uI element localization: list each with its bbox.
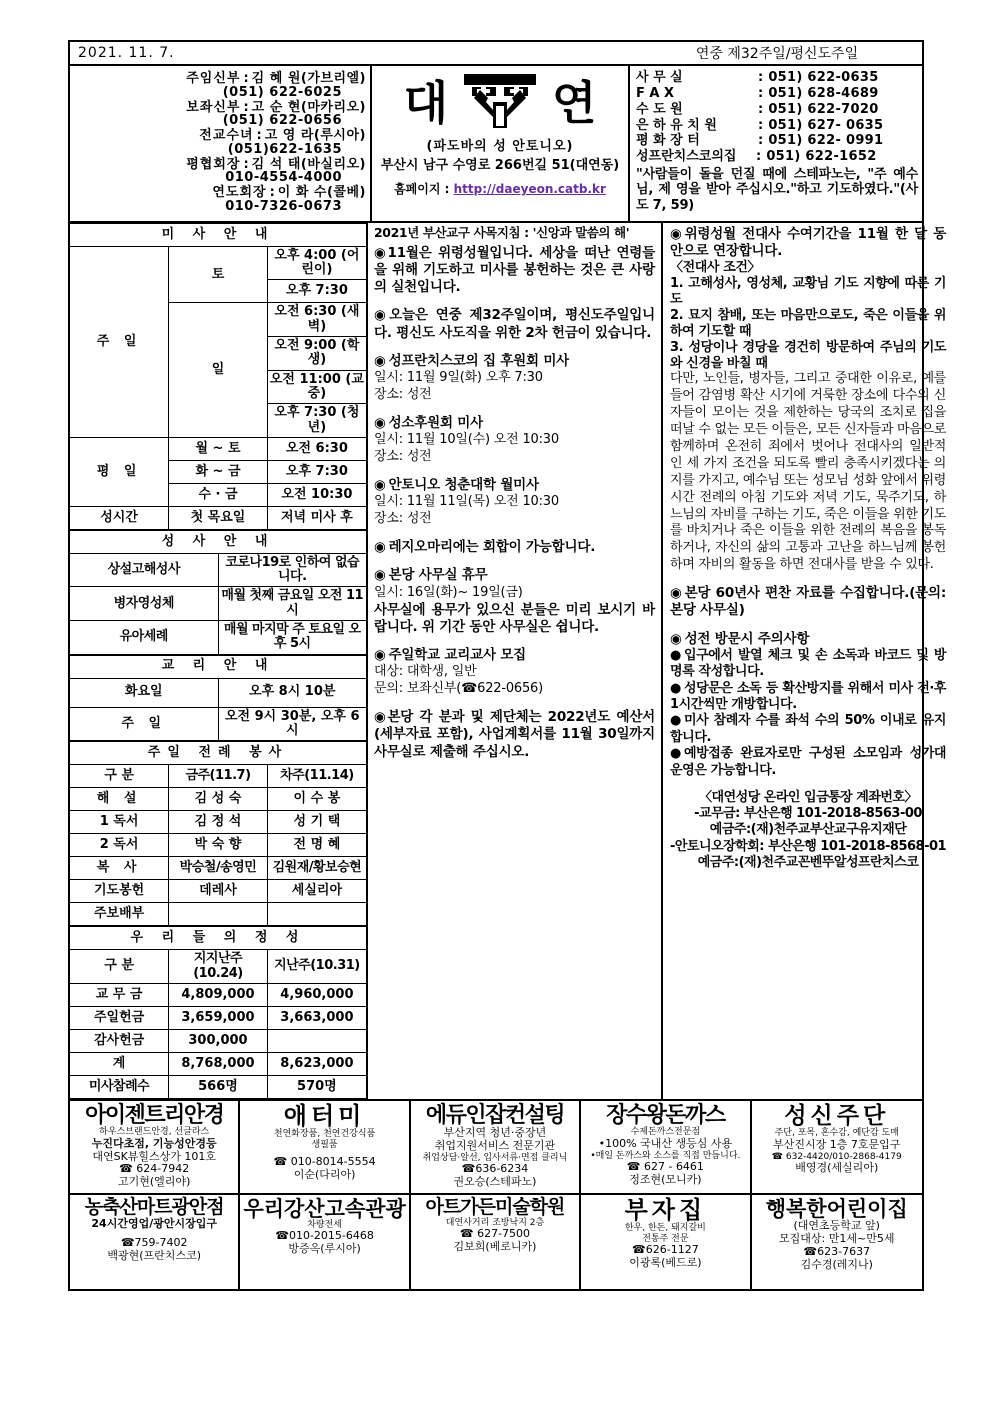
church-identity (370, 66, 630, 221)
service-next-week: 전 명 혜 (267, 834, 366, 857)
bullet-dot-icon: ◉ (374, 567, 386, 584)
column-header: 차주(11.14) (267, 765, 366, 788)
bank-account-line: 예금주:(재)천주교꼰벤뚜알성프란치스코 (697, 854, 919, 870)
table-row (70, 903, 366, 926)
bullet-dot-icon: ◉ (374, 415, 386, 432)
announcement-title: ◉ 성소후원회 미사 (374, 415, 483, 432)
service-this-week (169, 903, 268, 926)
staff-role: 보좌신부 (186, 99, 241, 115)
staff-phone: 010-4554-4000 (225, 170, 342, 186)
mass-group-label: 주 일 (70, 246, 169, 437)
ad-phone: ☎ 627 - 6461 (626, 1160, 704, 1174)
ad-card[interactable] (752, 1195, 922, 1289)
ad-phone: ☎636-6234 (461, 1162, 529, 1176)
homepage-label: 홈페이지 : (394, 182, 450, 196)
announcement-body: 사무실에 용무가 있으신 분들은 미리 보시기 바랍니다. 위 기간 동안 사무실은 쉽니다. (374, 601, 655, 635)
service-this-week: 박 숙 향 (169, 834, 268, 857)
service-this-week: 박승철/송영민 (169, 857, 268, 880)
table-row (70, 811, 366, 834)
bullet-dot-icon: ◉ (374, 352, 386, 369)
indulgence-notice (670, 226, 946, 574)
colon: : (243, 156, 249, 172)
mass-day: 토 (169, 246, 268, 303)
offering-amount-prev1: 570명 (267, 1075, 366, 1098)
announcement-title: ◉ 주일학교 교리교사 모집 (374, 647, 527, 664)
contact-row (636, 118, 918, 134)
ad-line: •100% 국내산 생등심 사용 (598, 1136, 733, 1150)
holy-hour-time: 저녁 미사 후 (267, 506, 366, 529)
ad-phone: ☎ 010-8014-5554 (273, 1155, 376, 1169)
column-header: 구 분 (70, 950, 169, 984)
service-next-week: 이 수 봉 (267, 788, 366, 811)
liturgy-service-table (70, 741, 366, 926)
column-header: 금주(11.7) (169, 765, 268, 788)
table-row (70, 788, 366, 811)
ad-business-name: 에듀인잡컨설팅 (425, 1102, 565, 1128)
mass-day: 화 ~ 금 (169, 460, 268, 483)
mass-time: 오전 10:30 (267, 483, 366, 506)
staff-name: 김 혜 원(가브리엘) (251, 71, 366, 86)
indulgence-condition: 1. 고해성사, 영성체, 교황님 기도 지향에 따른 기도 (670, 276, 947, 308)
ad-line: 수제돈까스전문점 (630, 1126, 701, 1137)
announcement-where: 장소: 성전 (374, 511, 432, 527)
mass-time: 오전 6:30 (267, 437, 366, 460)
contact-list (630, 66, 922, 221)
table-row (70, 834, 366, 857)
announcement-body: ◉본당 각 분과 및 제단체는 2022년도 예산서(세부자료 포함), 사업계획서를 11월 30일까지 사무실로 제출해 주십시오. (374, 709, 655, 760)
schedule-column (70, 223, 368, 1099)
indulgence-headline: ◉ 위령성월 전대사 수여기간을 11월 한 달 동안으로 연장합니다. (670, 225, 947, 260)
ad-contact-person: 이광록(베드로) (629, 1256, 702, 1270)
ad-business-name: 아이젠트리안경 (85, 1102, 224, 1128)
offering-amount-prev2: 3,659,000 (169, 1006, 268, 1029)
staff-role: 연도회장 (212, 185, 267, 201)
church-address: 부산시 남구 수영로 266번길 51(대연동) (380, 158, 620, 173)
ad-line: 주단, 포목, 혼수감, 예단감 도매 (774, 1127, 899, 1138)
contact-label: 수 도 원 (636, 101, 683, 117)
offering-type: 계 (70, 1052, 169, 1075)
mass-day: 수 · 금 (169, 483, 268, 506)
bank-account-title: 〈대연성당 온라인 입금통장 계좌번호〉 (699, 789, 917, 805)
homepage-link[interactable]: http://daeyeon.catb.kr (453, 182, 606, 196)
table-row (70, 1052, 366, 1075)
body-columns (70, 223, 947, 1101)
offering-amount-prev1 (267, 1029, 366, 1052)
bullet-dot-icon: ◉ (374, 647, 386, 664)
catechism-info-table (70, 655, 366, 742)
announcement-item (374, 567, 655, 636)
patron-saint: (파도바의 성 안토니오) (426, 139, 574, 154)
pastoral-guideline: 2021년 부산교구 사목지침 : '신앙과 말씀의 해' (374, 224, 630, 240)
ad-contact-person: 백광현(프란치스코) (107, 1248, 201, 1262)
contact-label: 사 무 실 (636, 70, 683, 85)
ad-line: •매일 돈까스와 소스를 직접 만듭니다. (590, 1150, 741, 1161)
offerings-title: 우 리 들 의 정 성 (70, 927, 366, 950)
ad-line: (대연초등학교 앞) (793, 1218, 880, 1232)
homepage-line (376, 180, 624, 197)
sacrament-value: 매월 마지막 주 토요일 오후 5시 (218, 621, 366, 655)
ad-card[interactable] (70, 1195, 240, 1289)
ad-line: 모집대상: 만1세~만5세 (779, 1231, 895, 1245)
table-row (70, 1006, 366, 1029)
ad-phone: ☎ 627-7500 (459, 1227, 531, 1241)
service-role: 주보배부 (70, 903, 169, 926)
ad-contact-person: 권오승(스테파노) (453, 1175, 537, 1189)
ad-line: 24시간영업/광안시장입구 (91, 1216, 217, 1230)
colon: : (256, 128, 262, 144)
ad-contact-person: 김수경(레지나) (800, 1257, 873, 1271)
logo-char-dae: 대 (403, 76, 448, 130)
visit-rule-item: ● 예방접종 완료자로만 구성된 소모임과 성가대 운영은 가능합니다. (670, 746, 947, 778)
staff-row (70, 72, 366, 86)
ad-contact-person: 고기현(엘리야) (118, 1175, 191, 1189)
mass-time: 오후 4:00 (어린이) (267, 246, 366, 280)
bullet-dot-icon: ◉ (670, 585, 682, 602)
sunday-title: 연중 제32주일/평신도주일 (695, 46, 859, 62)
liturgy-service-title: 주일 전례 봉사 (70, 742, 366, 765)
ad-phone: ☎623-7637 (803, 1244, 871, 1258)
bank-account-line: -안토니오장학회: 부산은행 101-2018-8568-01 (670, 838, 947, 854)
staff-row (70, 101, 366, 115)
announcement-item (374, 307, 655, 342)
announcement-item (374, 647, 655, 698)
contact-value: : 051) 627- 0635 (758, 117, 884, 133)
bullet-dot-icon: ◉ (374, 477, 386, 494)
announcement-item (374, 709, 655, 761)
masthead (70, 66, 922, 223)
sacrament-info-title: 성 사 안 내 (70, 530, 366, 553)
sacrament-info-table (70, 530, 366, 655)
scripture-verse: "사람들이 돌을 던질 때에 스테파노는, "주 예수님, 제 영을 받아 주십시오."하고 기도하였다."(사도 7, 59) (636, 167, 918, 213)
staff-name: 고 영 라(루시아) (264, 128, 366, 144)
contact-value: : 051) 622-1652 (756, 149, 877, 165)
bulletin-frame (68, 40, 947, 1291)
staff-role: 평협회장 (186, 156, 241, 172)
contact-value: : 051) 622- 0991 (758, 133, 884, 149)
ad-line: 부산지역 청년·중장년 (443, 1125, 547, 1139)
contact-value: : 051) 622-7020 (758, 101, 879, 117)
ad-phone: ☎ 632-4420/010-2868-4179 (771, 1151, 902, 1162)
colon: : (243, 71, 249, 86)
offering-type: 감사헌금 (70, 1029, 169, 1052)
indulgence-note: 다만, 노인들, 병자들, 그리고 중대한 이유로, 예를 들어 감염병 확산 시기에 거룩한 장소에 다수의 신자들이 모이는 것을 제한하는 당국의 조치로 집을 떠날 수 없는 모든 이들은, 모든 신자들과 마음으로 함께하며 온전히 죄에서 벗어나 전대사의 일반적인 세 가지 조건을 되도록 빨리 충족시키겠다는 의지를 가지고, 예수님 또는 성모님 성화 앞에서 위령 시간 전례의 아침 기도와 저녁 기도, 묵주기도, 하느님의 자비를 구하는 기도, 죽은 이들을 위한 기도를 바치거나 죽은 이들을 위한 전례의 복음을 봉독하거나, 자신의 삶의 고통과 고난을 하느님께 봉헌하며 자비의 활동을 하면 전대사를 받을 수 있다. (670, 371, 947, 573)
announcement-item (374, 415, 655, 466)
bullet-small-icon: ● (670, 647, 681, 663)
table-row (70, 880, 366, 903)
catechism-label: 주 일 (70, 707, 218, 741)
top-bar (70, 42, 922, 66)
ad-line: 차량전세 (307, 1219, 342, 1230)
announcement-title: ◉ 본당 사무실 휴무 (374, 567, 488, 584)
ad-contact-person: 방증옥(루시아) (288, 1242, 361, 1256)
staff-name: 이 화 수(콜베) (277, 185, 366, 201)
visit-rules (670, 631, 946, 779)
offering-amount-prev2: 300,000 (169, 1029, 268, 1052)
ad-line: 대연사거리 조방낙지 2층 (445, 1217, 545, 1228)
mass-info-title: 미 사 안 내 (70, 223, 366, 246)
service-role: 1 독서 (70, 811, 169, 834)
mass-day: 일 (169, 303, 268, 437)
ad-line: 전통주 전문 (642, 1233, 689, 1244)
announcement-where: 장소: 성전 (374, 387, 432, 403)
table-row (70, 857, 366, 880)
notices-column (663, 223, 952, 1099)
ad-phone: ☎759-7402 (120, 1235, 188, 1249)
staff-row (70, 129, 366, 143)
service-next-week (267, 903, 366, 926)
staff-name: 고 순 현(마카리오) (251, 99, 366, 115)
contact-label: F A X (636, 85, 675, 101)
colon: : (269, 185, 275, 201)
announcement-when: 일시: 16일(화)~ 19일(금) (374, 584, 523, 600)
ad-contact-person: 정조현(모니카) (629, 1173, 702, 1187)
catechism-label: 화요일 (70, 678, 218, 707)
visit-rule-item: ● 입구에서 발열 체크 및 손 소독과 바코드 및 방명록 작성합니다. (670, 647, 947, 680)
service-this-week: 김 정 석 (169, 811, 268, 834)
contact-row (636, 70, 918, 86)
ad-card[interactable] (411, 1101, 581, 1195)
mass-time: 오전 9:00 (학생) (267, 337, 366, 371)
mass-info-table (70, 223, 366, 530)
indulgence-condition: 2. 묘지 참배, 또는 마음만으로도, 죽은 이들을 위하여 기도할 때 (670, 308, 947, 339)
visit-rule-item: ● 성당문은 소독 등 확산방지를 위해서 미사 전·후 1시간씩만 개방합니다. (670, 680, 947, 713)
bullet-dot-icon: ◉ (374, 307, 390, 324)
offering-amount-prev2: 4,809,000 (169, 983, 268, 1006)
contact-row (636, 133, 918, 149)
announcement-item (374, 353, 655, 404)
advertisement-grid (70, 1101, 922, 1289)
holy-hour-day: 첫 목요일 (169, 506, 268, 529)
bullet-dot-icon: ◉ (374, 709, 388, 726)
announcement-title: ◉ 안토니오 청춘대학 월미사 (374, 477, 539, 494)
bank-account-block (670, 790, 946, 871)
service-role: 기도봉헌 (70, 880, 169, 903)
ad-contact-person: 이순(다리아) (293, 1168, 356, 1182)
ad-phone: ☎626-1127 (632, 1243, 699, 1257)
service-role: 해 설 (70, 788, 169, 811)
service-this-week: 김 성 숙 (169, 788, 268, 811)
table-row (70, 1029, 366, 1052)
ad-phone: ☎010-2015-6468 (275, 1229, 374, 1243)
catechism-value: 오전 9시 30분, 오후 6시 (218, 707, 366, 741)
staff-phone: (051) 622-0656 (222, 113, 342, 129)
offering-amount-prev1: 4,960,000 (267, 983, 366, 1006)
staff-role: 주임신부 (186, 71, 241, 86)
ad-line: 부산진시장 1층 7호문입구 (773, 1137, 901, 1151)
ad-line: 대연SK뷰힐스상가 101호 (92, 1149, 217, 1163)
ad-card[interactable] (581, 1101, 751, 1195)
ad-business-name: 장수왕돈까스 (606, 1102, 725, 1128)
indulgence-conditions-title: 〈전대사 조건〉 (670, 260, 761, 276)
offering-amount-prev1: 8,623,000 (267, 1052, 366, 1075)
staff-name: 김 석 태(바실리오) (251, 156, 366, 172)
staff-phone: 010-7326-0673 (225, 198, 342, 214)
ad-card[interactable] (70, 1101, 240, 1195)
sacrament-value: 매월 첫째 금요일 오전 11시 (218, 587, 366, 621)
bullet-small-icon: ● (670, 746, 681, 762)
holy-hour-label: 성시간 (70, 506, 169, 529)
offering-type: 미사참례수 (70, 1075, 169, 1098)
ad-business-name: 성신주단 (784, 1102, 890, 1129)
ad-business-name: 부자집 (624, 1195, 707, 1224)
ad-line: 취업지원서비스 전문기관 (434, 1138, 556, 1152)
staff-phone: (051)622-1635 (227, 141, 342, 157)
staff-role: 전교수녀 (199, 128, 254, 144)
mass-day: 월 ~ 토 (169, 437, 268, 460)
ad-line: 하우스브랜드안경, 선글라스 (99, 1126, 210, 1137)
church-logo (376, 72, 624, 134)
ad-line: 천연화장품, 천연건강식품 (273, 1129, 376, 1140)
service-next-week: 성 기 택 (267, 811, 366, 834)
contact-row (636, 149, 918, 165)
logo-char-yeon: 연 (552, 76, 597, 130)
ad-card[interactable] (240, 1195, 410, 1289)
column-header: 구 분 (70, 765, 169, 788)
offering-amount-prev2: 8,768,000 (169, 1052, 268, 1075)
announcement-body: ◉오늘은 연중 제32주일이며, 평신도주일입니다. 평신도 사도직을 위한 2차 헌금이 있습니다. (374, 307, 655, 341)
announcement-body: ◉11월은 위령성월입니다. 세상을 떠난 연령들을 위해 기도하고 미사를 봉헌하는 것은 큰 사랑의 실천입니다. (374, 244, 655, 296)
service-role: 2 독서 (70, 834, 169, 857)
announcement-when: 일시: 11월 11일(목) 오전 10:30 (374, 494, 559, 510)
bank-account-line: 예금주:(재)천주교부산교구유지재단 (709, 822, 907, 838)
ad-business-name: 아트가든미술학원 (425, 1195, 565, 1218)
ad-phone: ☎ 624-7942 (119, 1162, 190, 1176)
announcement-title: ◉ 성프란치스코의 집 후원회 미사 (374, 352, 570, 369)
bullet-dot-icon: ◉ (374, 539, 386, 556)
contact-label: 성프란치스코의집 (636, 149, 737, 165)
sacrament-label: 유아세례 (70, 621, 218, 655)
bullet-dot-icon: ◉ (670, 225, 682, 242)
offering-amount-prev1: 3,663,000 (267, 1006, 366, 1029)
ad-card[interactable] (581, 1195, 751, 1289)
history-text: ◉ 본당 60년사 편찬 자료를 수집합니다.(문의: 본당 사무실) (670, 585, 947, 619)
sacrament-value: 코로나19로 인하여 없습니다. (218, 553, 366, 587)
announcement-item (374, 477, 655, 528)
colon: : (243, 99, 249, 115)
table-row (70, 1075, 366, 1098)
offering-type: 주일헌금 (70, 1006, 169, 1029)
table-row (70, 983, 366, 1006)
bank-account-line: -교무금: 부산은행 101-2018-8563-00 (694, 806, 922, 822)
ad-card[interactable] (240, 1101, 410, 1195)
bullet-small-icon: ● (670, 713, 681, 729)
staff-row (70, 158, 366, 172)
announcement-when: 일시: 11월 9일(화) 오후 7:30 (374, 370, 543, 386)
service-this-week: 데레사 (169, 880, 268, 903)
bullet-dot-icon: ◉ (374, 244, 388, 261)
contact-row (636, 86, 918, 102)
mass-time: 오후 7:30 (267, 280, 366, 303)
ad-business-name: 농축산마트광안점 (84, 1195, 224, 1218)
announcement-item (374, 539, 655, 556)
sacrament-label: 병자영성체 (70, 587, 218, 621)
announcement-target: 대상: 대학생, 일반 (374, 664, 477, 680)
announcement-inquiry: 문의: 보좌신부(☎622-0656) (374, 681, 543, 697)
announcement-title: ◉ 레지오마리에는 회합이 가능합니다. (374, 539, 596, 556)
offering-type: 교 무 금 (70, 983, 169, 1006)
bulletin-date: 2021. 11. 7. (78, 45, 175, 61)
catechism-info-title: 교 리 안 내 (70, 655, 366, 678)
indulgence-condition: 3. 성당이나 경당을 경건히 방문하여 주님의 기도와 신경을 바칠 때 (670, 339, 947, 371)
staff-list (70, 66, 370, 221)
ad-contact-person: 김보희(베로니카) (453, 1240, 537, 1254)
mass-time: 오후 7:30 (267, 460, 366, 483)
contact-label: 평 화 장 터 (636, 133, 700, 149)
staff-row (70, 186, 366, 200)
top-bar-spacer (404, 42, 632, 64)
cross-emblem-icon (452, 72, 548, 134)
mass-group-label: 평 일 (70, 437, 169, 506)
announcements-column (368, 223, 663, 1099)
mass-time: 오후 7:30 (청년) (267, 404, 366, 438)
column-header: 지지난주(10.24) (169, 950, 268, 984)
contact-row (636, 102, 918, 118)
ad-card[interactable] (752, 1101, 922, 1195)
ad-card[interactable] (411, 1195, 581, 1289)
offering-amount-prev2: 566명 (169, 1075, 268, 1098)
sacrament-label: 상설고해성사 (70, 553, 218, 587)
ad-business-name: 애터미 (283, 1101, 366, 1130)
bullet-small-icon: ● (670, 680, 681, 696)
column-header: 지난주(10.31) (267, 950, 366, 984)
announcement-item (374, 245, 655, 297)
ad-line: 취업상담·알선, 입사서류·면접 클리닉 (422, 1152, 568, 1163)
contact-value: : 051) 622-0635 (758, 70, 879, 85)
visit-rule-item: ● 미사 참례자 수를 좌석 수의 50% 이내로 유지합니다. (670, 713, 947, 745)
offerings-table (70, 926, 366, 1099)
ad-business-name: 행복한어린이집 (765, 1196, 908, 1221)
mass-time: 오전 11:00 (교중) (267, 370, 366, 404)
visit-rules-title: ◉ 성전 방문시 주의사항 (670, 630, 810, 647)
catechism-value: 오후 8시 10분 (218, 678, 366, 707)
mass-time: 오전 6:30 (새벽) (267, 303, 366, 337)
staff-phone: (051) 622-6025 (222, 84, 342, 100)
ad-line: 한우, 한돈, 돼지갈비 (624, 1223, 706, 1234)
contact-label: 은 하 유 치 원 (636, 117, 717, 133)
bullet-dot-icon: ◉ (670, 630, 682, 647)
announcement-when: 일시: 11월 10일(수) 오전 10:30 (374, 432, 559, 448)
ad-line: 누진다초점, 기능성안경등 (91, 1136, 217, 1150)
contact-value: : 051) 628-4689 (758, 85, 879, 101)
ad-contact-person: 배영경(세실리아) (795, 1161, 879, 1175)
announcement-where: 장소: 성전 (374, 449, 432, 465)
history-notice (670, 585, 946, 620)
service-role: 복 사 (70, 857, 169, 880)
service-next-week: 김원재/황보승현 (267, 857, 366, 880)
ad-business-name: 우리강산고속관광 (243, 1196, 406, 1221)
service-next-week: 세실리아 (267, 880, 366, 903)
ad-line: 생필품 (311, 1139, 338, 1150)
